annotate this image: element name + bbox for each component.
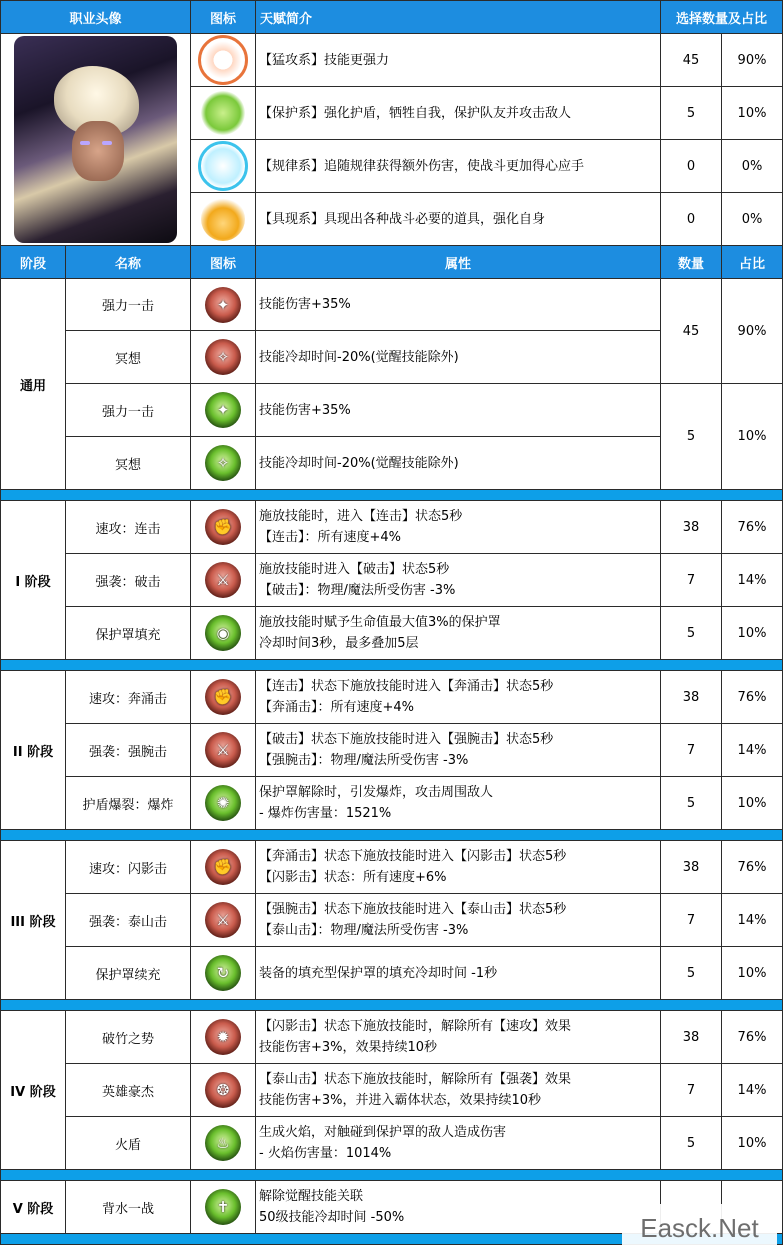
power-strike-icon: ✦ — [205, 287, 241, 323]
fierce-attack-talent-icon — [198, 35, 248, 85]
talent-desc: 【猛攻系】技能更强力 — [256, 34, 661, 87]
skill-name: 英雄豪杰 — [66, 1064, 191, 1117]
talent-row — [1, 34, 783, 87]
section-divider — [1, 490, 783, 501]
table-row — [1, 554, 783, 607]
table-row — [1, 947, 783, 1000]
header-talent-intro: 天赋简介 — [256, 1, 661, 34]
skill-count: 38 — [661, 1011, 722, 1064]
skill-count: 38 — [661, 501, 722, 554]
talent-table — [0, 0, 783, 246]
skill-percent: 76% — [722, 841, 783, 894]
skill-attribute: 技能冷却时间-20%(觉醒技能除外) — [256, 331, 661, 384]
skill-count: 5 — [661, 607, 722, 660]
surge-strike-icon: ✊ — [205, 679, 241, 715]
skill-name: 强力一击 — [66, 384, 191, 437]
skill-percent: 90% — [722, 279, 783, 384]
skill-percent: 10% — [722, 947, 783, 1000]
table-row — [1, 671, 783, 724]
skill-count: 7 — [661, 724, 722, 777]
stage-label: IV 阶段 — [1, 1011, 66, 1170]
skill-attribute: 技能伤害+35% — [256, 384, 661, 437]
power-strike-icon: ✦ — [205, 392, 241, 428]
table-row — [1, 894, 783, 947]
talent-percent: 10% — [722, 87, 783, 140]
table-row — [1, 607, 783, 660]
protection-talent-icon — [201, 91, 245, 135]
meditation-icon: ✧ — [205, 339, 241, 375]
header-selection-count: 选择数量及占比 — [661, 1, 783, 34]
skill-attribute: 施放技能时，进入【连击】状态5秒 【连击】：所有速度+4% — [256, 501, 661, 554]
header-count: 数量 — [661, 246, 722, 279]
skill-attribute: 生成火焰，对触碰到保护罩的敌人造成伤害 - 火焰伤害量：1014% — [256, 1117, 661, 1170]
talent-header-row — [1, 1, 783, 34]
section-divider — [1, 660, 783, 671]
skill-attribute: 【奔涌击】状态下施放技能时进入【闪影击】状态5秒 【闪影击】状态：所有速度+6% — [256, 841, 661, 894]
site-watermark: Easck.Net — [622, 1204, 777, 1252]
skill-header-row — [1, 246, 783, 279]
skill-name: 护盾爆裂：爆炸 — [66, 777, 191, 830]
skill-name: 保护罩填充 — [66, 607, 191, 660]
mountain-strike-icon: ⚔ — [205, 902, 241, 938]
section-divider — [1, 830, 783, 841]
portrait-cell — [1, 34, 191, 246]
header-icon: 图标 — [191, 1, 256, 34]
skill-percent: 10% — [722, 777, 783, 830]
skill-name: 速攻：闪影击 — [66, 841, 191, 894]
strong-wrist-icon: ⚔ — [205, 732, 241, 768]
talent-count: 45 — [661, 34, 722, 87]
skill-count: 7 — [661, 1064, 722, 1117]
break-strike-icon: ⚔ — [205, 562, 241, 598]
skill-count: 5 — [661, 1117, 722, 1170]
skill-percent: 10% — [722, 1117, 783, 1170]
skill-attribute: 技能伤害+35% — [256, 279, 661, 331]
fire-shield-icon: ♨ — [205, 1125, 241, 1161]
skill-percent: 76% — [722, 1011, 783, 1064]
header-percent: 占比 — [722, 246, 783, 279]
skill-count: 7 — [661, 554, 722, 607]
talent-percent: 90% — [722, 34, 783, 87]
job-portrait-image — [14, 36, 177, 243]
skill-attribute: 施放技能时赋予生命值最大值3%的保护罩 冷却时间3秒，最多叠加5层 — [256, 607, 661, 660]
skill-name: 破竹之势 — [66, 1011, 191, 1064]
skill-attribute: 保护罩解除时，引发爆炸，攻击周围敌人 - 爆炸伤害量：1521% — [256, 777, 661, 830]
stage-label: III 阶段 — [1, 841, 66, 1000]
header-job-portrait: 职业头像 — [1, 1, 191, 34]
table-row — [1, 777, 783, 830]
skill-name: 强袭：破击 — [66, 554, 191, 607]
talent-count: 0 — [661, 140, 722, 193]
law-talent-icon — [198, 141, 248, 191]
shield-fill-icon: ◉ — [205, 615, 241, 651]
talent-count: 0 — [661, 193, 722, 246]
last-stand-icon: ✝ — [205, 1189, 241, 1225]
talent-desc: 【保护系】强化护盾，牺牲自我，保护队友并攻击敌人 — [256, 87, 661, 140]
skill-name: 强袭：泰山击 — [66, 894, 191, 947]
skill-name: 速攻：连击 — [66, 501, 191, 554]
skill-attribute: 【破击】状态下施放技能时进入【强腕击】状态5秒 【强腕击】：物理/魔法所受伤害 -3% — [256, 724, 661, 777]
table-row — [1, 724, 783, 777]
skill-name: 保护罩续充 — [66, 947, 191, 1000]
skill-table — [0, 245, 783, 1245]
table-row — [1, 501, 783, 554]
skill-attribute: 解除觉醒技能关联 50级技能冷却时间 -50% — [256, 1181, 661, 1234]
skill-name: 强力一击 — [66, 279, 191, 331]
talent-percent: 0% — [722, 193, 783, 246]
skill-count: 5 — [661, 777, 722, 830]
skill-count: 5 — [661, 947, 722, 1000]
table-row — [1, 1064, 783, 1117]
manifest-talent-icon — [201, 197, 245, 241]
shield-recharge-icon: ↻ — [205, 955, 241, 991]
skill-count: 38 — [661, 671, 722, 724]
skill-count: 7 — [661, 894, 722, 947]
skill-name: 冥想 — [66, 437, 191, 490]
shield-burst-icon: ✺ — [205, 785, 241, 821]
skill-attribute: 【闪影击】状态下施放技能时，解除所有【速攻】效果 技能伤害+3%，效果持续10秒 — [256, 1011, 661, 1064]
skill-count: 38 — [661, 841, 722, 894]
header-stage: 阶段 — [1, 246, 66, 279]
skill-attribute: 【泰山击】状态下施放技能时，解除所有【强袭】效果 技能伤害+3%，并进入霸体状态，效果持续10秒 — [256, 1064, 661, 1117]
skill-attribute: 装备的填充型保护罩的填充冷却时间 -1秒 — [256, 947, 661, 1000]
skill-name: 火盾 — [66, 1117, 191, 1170]
skill-percent: 14% — [722, 724, 783, 777]
skill-name: 速攻：奔涌击 — [66, 671, 191, 724]
table-row — [1, 279, 783, 331]
header-name: 名称 — [66, 246, 191, 279]
talent-desc: 【规律系】追随规律获得额外伤害，使战斗更加得心应手 — [256, 140, 661, 193]
stage-label: II 阶段 — [1, 671, 66, 830]
stage-label: V 阶段 — [1, 1181, 66, 1234]
skill-percent: 14% — [722, 554, 783, 607]
skill-percent: 76% — [722, 501, 783, 554]
skill-count: 5 — [661, 384, 722, 490]
talent-count: 5 — [661, 87, 722, 140]
table-row — [1, 1011, 783, 1064]
hero-icon: ❂ — [205, 1072, 241, 1108]
talent-desc: 【具现系】具现出各种战斗必要的道具，强化自身 — [256, 193, 661, 246]
stage-label: I 阶段 — [1, 501, 66, 660]
skill-name: 背水一战 — [66, 1181, 191, 1234]
table-row — [1, 384, 783, 437]
skill-percent: 14% — [722, 894, 783, 947]
skill-attribute: 施放技能时进入【破击】状态5秒 【破击】：物理/魔法所受伤害 -3% — [256, 554, 661, 607]
combo-strike-icon: ✊ — [205, 509, 241, 545]
skill-percent: 10% — [722, 384, 783, 490]
skill-attribute: 【强腕击】状态下施放技能时进入【泰山击】状态5秒 【泰山击】：物理/魔法所受伤害 -3% — [256, 894, 661, 947]
stage-label: 通用 — [1, 279, 66, 490]
header-icon: 图标 — [191, 246, 256, 279]
header-attribute: 属性 — [256, 246, 661, 279]
skill-attribute: 【连击】状态下施放技能时进入【奔涌击】状态5秒 【奔涌击】：所有速度+4% — [256, 671, 661, 724]
meditation-icon: ✧ — [205, 445, 241, 481]
section-divider — [1, 1170, 783, 1181]
skill-name: 强袭：强腕击 — [66, 724, 191, 777]
unstoppable-icon: ✹ — [205, 1019, 241, 1055]
skill-name: 冥想 — [66, 331, 191, 384]
talent-percent: 0% — [722, 140, 783, 193]
skill-percent: 10% — [722, 607, 783, 660]
flash-shadow-icon: ✊ — [205, 849, 241, 885]
section-divider — [1, 1000, 783, 1011]
skill-attribute: 技能冷却时间-20%(觉醒技能除外) — [256, 437, 661, 490]
skill-count: 45 — [661, 279, 722, 384]
table-row — [1, 841, 783, 894]
skill-percent: 14% — [722, 1064, 783, 1117]
skill-percent: 76% — [722, 671, 783, 724]
table-row — [1, 1117, 783, 1170]
